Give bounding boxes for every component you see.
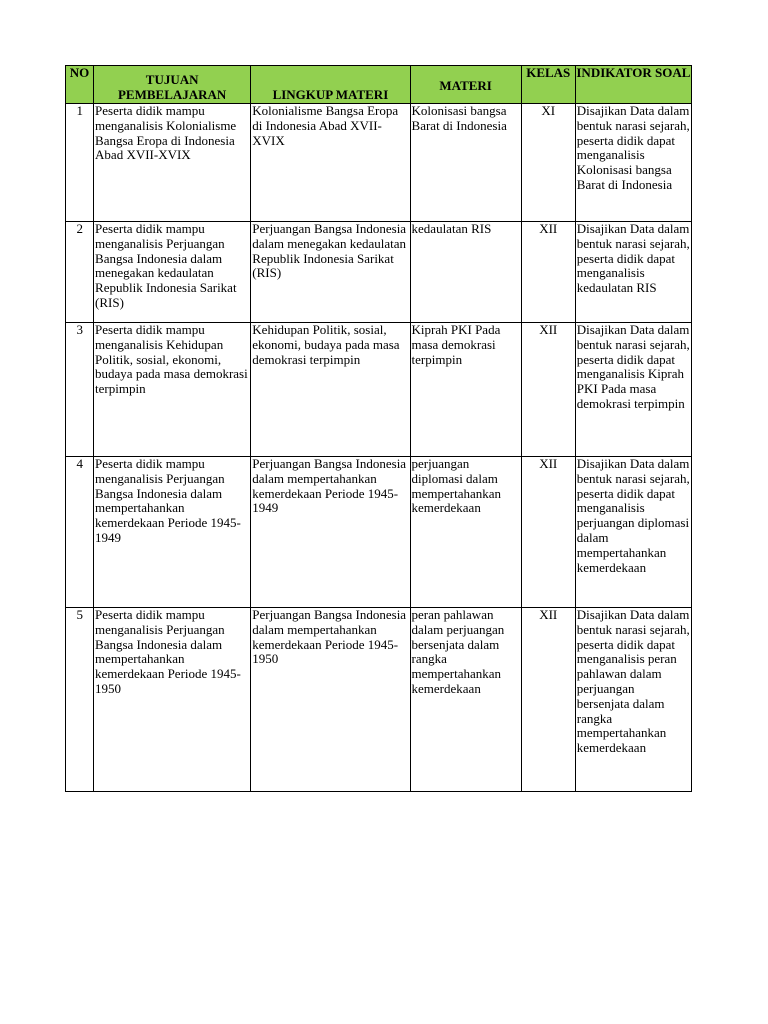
lingkup-cell: Perjuangan Bangsa Indonesia dalam mempertahankan kemerdekaan Periode 1945-1949 [251, 457, 410, 608]
materi-cell: Kolonisasi bangsa Barat di Indonesia [410, 104, 521, 222]
table-row [66, 608, 692, 792]
lingkup-cell: Kolonialisme Bangsa Eropa di Indonesia Abad XVII-XVIX [251, 104, 410, 222]
kelas-cell: XII [521, 608, 575, 792]
indikator-cell: Disajikan Data dalam bentuk narasi sejarah, peserta didik dapat menganalisis kedaulatan RIS [575, 222, 691, 323]
lingkup-cell: Perjuangan Bangsa Indonesia dalam menegakan kedaulatan Republik Indonesia Sarikat (RIS) [251, 222, 410, 323]
header-kelas: KELAS [521, 66, 575, 104]
row-number: 4 [66, 457, 94, 608]
materi-cell: perjuangan diplomasi dalam mempertahankan kemerdekaan [410, 457, 521, 608]
indikator-cell: Disajikan Data dalam bentuk narasi sejarah, peserta didik dapat menganalisis peran pahlawan dalam perjuangan bersenjata dalam rangka mempertahankan kemerdekaan [575, 608, 691, 792]
row-number: 3 [66, 323, 94, 457]
table-row [66, 104, 692, 222]
table-row [66, 222, 692, 323]
tujuan-cell: Peserta didik mampu menganalisis Perjuangan Bangsa Indonesia dalam menegakan kedaulatan Republik Indonesia Sarikat (RIS) [94, 222, 251, 323]
tujuan-cell: Peserta didik mampu menganalisis Kolonialisme Bangsa Eropa di Indonesia Abad XVII-XVIX [94, 104, 251, 222]
table-row [66, 457, 692, 608]
kelas-cell: XII [521, 457, 575, 608]
header-materi: MATERI [410, 66, 521, 104]
tujuan-cell: Peserta didik mampu menganalisis Kehidupan Politik, sosial, ekonomi, budaya pada masa demokrasi terpimpin [94, 323, 251, 457]
kelas-cell: XII [521, 222, 575, 323]
learning-objectives-table [65, 65, 692, 792]
indikator-cell: Disajikan Data dalam bentuk narasi sejarah, peserta didik dapat menganalisis perjuangan diplomasi dalam mempertahankan kemerdekaan [575, 457, 691, 608]
lingkup-cell: Kehidupan Politik, sosial, ekonomi, budaya pada masa demokrasi terpimpin [251, 323, 410, 457]
indikator-cell: Disajikan Data dalam bentuk narasi sejarah, peserta didik dapat menganalisis Kiprah PKI Pada masa demokrasi terpimpin [575, 323, 691, 457]
header-lingkup-materi: LINGKUP MATERI [251, 66, 410, 104]
tujuan-cell: Peserta didik mampu menganalisis Perjuangan Bangsa Indonesia dalam mempertahankan kemerdekaan Periode 1945-1950 [94, 608, 251, 792]
materi-cell: peran pahlawan dalam perjuangan bersenjata dalam rangka mempertahankan kemerdekaan [410, 608, 521, 792]
header-tujuan-pembelajaran: TUJUAN PEMBELAJARAN [94, 66, 251, 104]
materi-cell: kedaulatan RIS [410, 222, 521, 323]
row-number: 1 [66, 104, 94, 222]
tujuan-cell: Peserta didik mampu menganalisis Perjuangan Bangsa Indonesia dalam mempertahankan kemerdekaan Periode 1945-1949 [94, 457, 251, 608]
table-row [66, 323, 692, 457]
materi-cell: Kiprah PKI Pada masa demokrasi terpimpin [410, 323, 521, 457]
indikator-cell: Disajikan Data dalam bentuk narasi sejarah, peserta didik dapat menganalisis Kolonisasi bangsa Barat di Indonesia [575, 104, 691, 222]
header-indikator-soal: INDIKATOR SOAL [575, 66, 691, 104]
row-number: 5 [66, 608, 94, 792]
header-no: NO [66, 66, 94, 104]
lingkup-cell: Perjuangan Bangsa Indonesia dalam mempertahankan kemerdekaan Periode 1945-1950 [251, 608, 410, 792]
kelas-cell: XI [521, 104, 575, 222]
kelas-cell: XII [521, 323, 575, 457]
header-row [66, 66, 692, 104]
row-number: 2 [66, 222, 94, 323]
